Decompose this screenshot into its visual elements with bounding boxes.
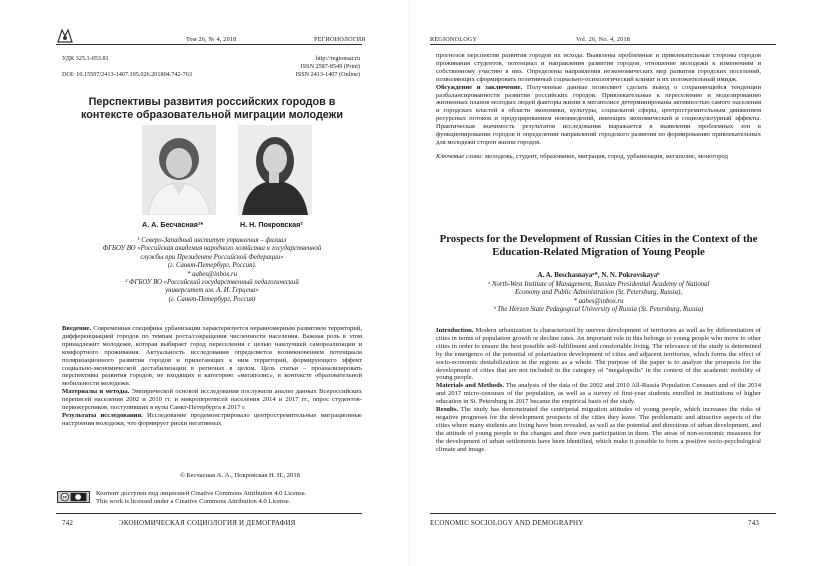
methods-paragraph — [436, 382, 761, 406]
header-volume: Том 26, № 4, 2018 — [186, 36, 237, 43]
cc-license-icon — [57, 491, 90, 503]
keywords-text: молодежь, студент, образование, миграция, город, урбанизация, мегаполис, моногород — [484, 152, 728, 160]
affil-line: Economy and Public Administration (St. Petersburg, Russia), — [514, 289, 683, 297]
author2-name: Н. Н. Покровская² — [240, 220, 303, 229]
affil-line: ¹ Северо-Западный институт управления – филиал — [137, 237, 287, 244]
affil-line: ФГБОУ ВО «Российская академия народного хозяйства и государственной — [102, 245, 322, 253]
header-rule — [56, 44, 362, 45]
discussion-label: Обсуждение и заключение. — [436, 83, 523, 91]
license-ru: Контент доступен под лицензией Creative Commons Attribution 4.0 License. — [96, 490, 307, 497]
discussion-paragraph — [436, 84, 761, 147]
keywords-label: Ключевые слова: — [436, 152, 484, 160]
intro-text: Modern urbanization is characterized by uneven development of territories as well as by differentiation of cities in terms of population growth or decline rates. An important role in this belongs to young people who move to other cities in order to ensure the best possible self-fulfillment and comfortable living. The relevance of the study is determined by the emergence of the potential of polarization development of cities and adjacent territories, which forms the effect of socio-economic destabilization in the regions as a whole. The purpose of the paper is to analyze the prospects for the development of cities that are not included in the category of "megalopolis" in the context of the academic mobility of young people. — [436, 327, 761, 382]
affil-line: (г. Санкт-Петербург, Россия) — [168, 295, 256, 303]
copyright: © Бесчасная А. А., Покровская Н. Н., 2018 — [180, 472, 300, 479]
abstract-ru — [62, 325, 362, 428]
affil-line: университет им. А. И. Герцена» — [165, 287, 259, 295]
affil-line: ᵃ North-West Institute of Management, Russian Presidential Academy of National — [487, 281, 710, 288]
methods-text: Эмпирической основой исследования послужили анализ данных Всероссийских переписей населения 2002 и 2010 гг. и микропереписей населения 2014 и 2017 гг., опрос студентов-первокурсников, поступивших в вузы Санкт-Петербурга в 2017 г. — [62, 388, 362, 412]
affil-email: * aabes@inbox.ru — [573, 297, 624, 305]
intro-label: Introduction. — [436, 327, 474, 334]
continued-paragraph: прогнозов перспектив развития городов их исхода. Выявлены проблемные и привлекательные стороны городов проживания студентов, потенциал и направления развития городов, отношение молодежи к изменениям и собственному участию в них. Определены направления неэкономических мер развития городских поселений, позволяющих сформировать позитивный социально-психологический климат и их положительный имидж. — [436, 52, 761, 83]
affil-line: службы при Президенте Российской Федерации» — [140, 253, 284, 261]
intro-text: Современная специфика урбанизации характеризуется неравномерным развитием территорий, дифференциацией городов по темпам роста/сокращения численности населения. Важная роль в этом принадлежит молодежи, которая выбирает город переселения с целью наилучшей самореализации и комфортного проживания. Актуальность исследования определяется возникновением потенциала поляризационного развития городов и прилегающих к ним территорий, формирующего эффект социально-экономической дестабилизации в регионах в целом. Цель статьи – проанализировать перспективы развития городов, не входящих в категорию «мегаполис», в контексте образовательной мобильности молодежи. — [62, 325, 362, 388]
svg-text:cc: cc — [62, 494, 68, 500]
intro-paragraph — [436, 327, 761, 382]
footer-rule — [430, 513, 776, 514]
results-label: Results. — [436, 406, 459, 414]
right-page — [410, 0, 820, 566]
footer-rule — [56, 513, 362, 514]
results-paragraph — [62, 412, 362, 428]
methods-paragraph — [62, 388, 362, 412]
issn-online: ISSN 2413-1407 (Online) — [295, 71, 360, 78]
page-number: 742 — [62, 519, 74, 527]
results-label: Результаты исследования. — [62, 411, 143, 419]
methods-label: Материалы и методы. — [62, 388, 130, 396]
header-section: РЕГИОНОЛОГИЯ — [314, 36, 366, 43]
journal-url: http://regionsar.ru — [315, 55, 360, 62]
footer-journal: ЭКОНОМИЧЕСКАЯ СОЦИОЛОГИЯ И ДЕМОГРАФИЯ — [119, 519, 296, 527]
abstract-ru-continued — [436, 52, 761, 161]
results-text: Исследование продемонстрировало центростремительные миграционные настроения молодежи, что формирует риски негативных — [62, 411, 362, 427]
article-title-ru: Перспективы развития российских городов в контексте образовательной миграции молодежи — [81, 96, 343, 121]
affil-email: * aabes@inbox.ru — [186, 270, 238, 278]
results-text: The study has demonstrated the centripetal migration attitudes of young people, which increases the risks of negative prognoses for the development prospects of the cities they leave. The problematic and attractive aspects of the cities where many students are living have been revealed, as well as the potential and directions of urban development, and the attitude of young people to the changes and their own participation in them. The areas of non-economic measures for the development of urban settlements have been identified, which make it possible to form a positive socio-psychological climate and image. — [436, 406, 762, 453]
header-section: REGIONOLOGY — [430, 36, 478, 43]
affil-line: ᵇ The Herzen State Pedagogical University of Russia (St. Petersburg, Russia) — [493, 306, 704, 314]
license-en: This work is licensed under a Creative Commons Attribution 4.0 License. — [96, 497, 291, 505]
header-rule — [430, 44, 776, 45]
journal-logo-icon — [56, 27, 74, 45]
author2-photo — [238, 125, 312, 215]
license-text — [96, 490, 336, 506]
intro-paragraph — [62, 325, 362, 388]
affil-line: (г. Санкт-Петербург, Россия). — [167, 262, 257, 270]
methods-text: The analysis of the data of the 2002 and 2010 All-Russia Population Censuses and of the 2014 and 2017 micro-censuses of the population, as well as a survey of first-year students enrolled in institutions of higher education in St. Petersburg in 2017 became the empirical basis of the study. — [436, 382, 762, 406]
author1-name: А. А. Бесчасная¹* — [142, 220, 204, 229]
keywords-paragraph — [436, 153, 761, 161]
methods-label: Materials and Methods. — [436, 382, 504, 390]
doi: DOI: 10.15507/2413-1407.105.026.201804.742-763 — [62, 71, 192, 78]
affiliations-en — [436, 281, 761, 315]
article-title-en: Prospects for the Development of Russian Cities in the Context of the Education-Related Migration of Young People — [439, 233, 758, 258]
issn-print: ISSN 2587-8549 (Print) — [300, 63, 360, 70]
affil-line: ² ФГБОУ ВО «Российский государственный педагогический — [125, 279, 299, 287]
header-volume: Vol. 26, No. 4, 2018 — [576, 36, 631, 43]
page-number: 743 — [748, 519, 760, 527]
results-paragraph — [436, 406, 761, 453]
discussion-text: Полученные данные позволяют сделать вывод о сохраняющейся тенденции разбалансированности развития российских городов. Привлекательные к переселению и моделированию жизненных планов молодых людей факторы жизни в мегаполисе детерминированы активностью самого населения и городских властей в области экономики, культуры, социальной сферы, центростремительным движением ресурсных потоков и продуцированием нововведений, имеющих экономический и социокультурный эффекты. Практическая значимость результатов исследования выражается в выявлении проблемных зон в функционировании городов и определении направлений городского развития по формированию привлекательных для молодежи сторон жизни городов. — [436, 83, 761, 146]
author1-photo — [142, 125, 216, 215]
affiliations-ru — [62, 237, 362, 304]
abstract-en — [436, 327, 761, 454]
footer-journal: ECONOMIC SOCIOLOGY AND DEMOGRAPHY — [430, 519, 584, 527]
intro-label: Введение. — [62, 325, 92, 332]
authors-en: A. A. Beschasnayaᵃ*, N. N. Pokrovskayaᵇ — [537, 271, 660, 279]
udc: УДК 325.1-053.81 — [62, 55, 109, 62]
